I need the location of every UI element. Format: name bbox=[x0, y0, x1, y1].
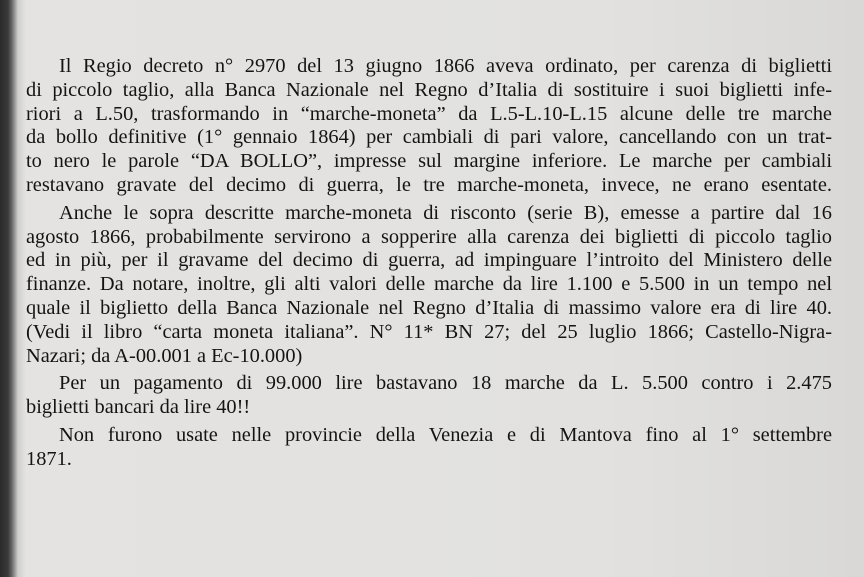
text-line: to nero le parole “DA BOLLO”, impresse sul margine inferiore. Le marche per cambiali bbox=[26, 150, 832, 173]
text-line: (Vedi il libro “carta moneta italiana”. N° 11* BN 27; del 25 luglio 1866; Castello-Nigra- bbox=[26, 320, 832, 343]
text-line: 1871. bbox=[26, 447, 72, 470]
paragraph-venezia bbox=[26, 424, 832, 472]
text-line: Anche le sopra descritte marche-moneta di risconto (serie B), emesse a partire dal 16 bbox=[59, 201, 832, 224]
text-line: Il Regio decreto n° 2970 del 13 giugno 1866 aveva ordinato, per carenza di biglietti bbox=[59, 55, 832, 77]
text-line: ed in più, per il gravame del decimo di guerra, ad impinguare l’introito del Ministero delle bbox=[26, 249, 832, 272]
text-line: finanze. Da notare, inoltre, gli alti valori delle marche da lire 1.100 e 5.500 in un tempo nel bbox=[26, 273, 832, 296]
text-line: agosto 1866, probabilmente servirono a sopperire alla carenza dei biglietti di piccolo taglio bbox=[26, 225, 832, 248]
paragraph-series-b bbox=[26, 202, 832, 369]
text-line: quale il biglietto della Banca Nazionale nel Regno d’Italia di massimo valore era di lire 40. bbox=[26, 296, 832, 319]
bleed-through-text bbox=[90, 545, 824, 562]
text-line: Nazari; da A-00.001 a Ec-10.000) bbox=[26, 344, 303, 367]
body-text bbox=[26, 55, 832, 472]
text-line: di piccolo taglio, alla Banca Nazionale nel Regno d’Italia di sostituire i suoi biglietti infe- bbox=[26, 78, 832, 101]
paragraph-payment bbox=[26, 372, 832, 420]
text-line: riori a L.50, trasformando in “marche-moneta” da L.5-L.10-L.15 alcune delle tre marche bbox=[26, 102, 832, 125]
text-line: Per un pagamento di 99.000 lire bastavano 18 marche da L. 5.500 contro i 2.475 bbox=[59, 372, 832, 395]
bleed-through-text bbox=[30, 503, 824, 520]
text-line: Non furono usate nelle provincie della Venezia e di Mantova fino al 1° settembre bbox=[59, 423, 832, 446]
text-line: restavano gravate del decimo di guerra, le tre marche-moneta, invece, ne erano esentate. bbox=[26, 173, 832, 196]
bleed-through-text bbox=[80, 520, 824, 537]
paragraph-decree bbox=[26, 55, 832, 198]
text-line: biglietti bancari da lire 40!! bbox=[26, 396, 251, 419]
text-line: da bollo definitive (1° gennaio 1864) per cambiali di pari valore, cancellando con un trat- bbox=[26, 126, 832, 149]
